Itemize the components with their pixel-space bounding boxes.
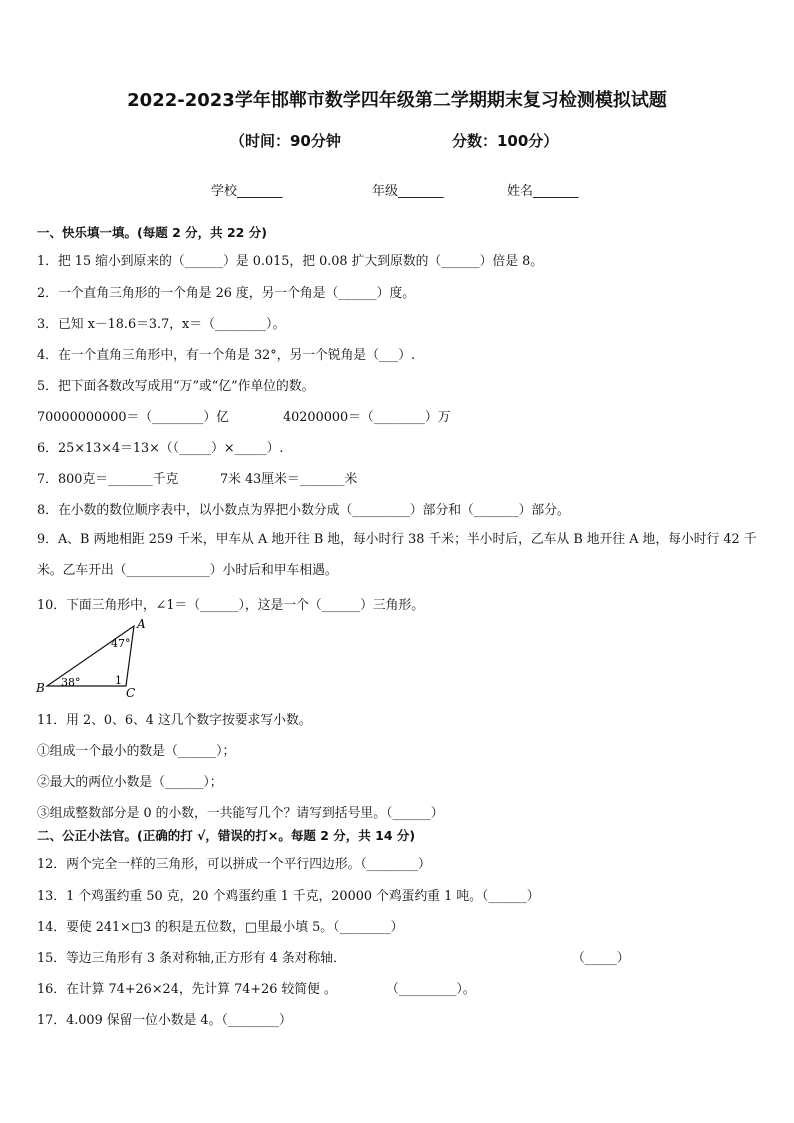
question-7a: 7．800克＝_______千克 — [37, 472, 179, 487]
angle-a-label: 47° — [111, 637, 131, 650]
exam-time: （时间：90分钟 — [230, 132, 341, 150]
school-field: 学校_______ — [211, 184, 283, 199]
question-16-answer: （_________）。 — [386, 982, 476, 997]
question-5a: 70000000000＝（________）亿 — [37, 410, 229, 425]
question-16: 16．在计算 74+26×24，先计算 74+26 较简便 。 — [37, 982, 337, 997]
question-9: 9．A、B 两地相距 259 千米，甲车从 A 地开往 B 地，每小时行 38 千米；半小时后，乙车从 B 地开往 A 地，每小时行 42 千米。乙车开出（_____________）小时后和甲车相遇。 — [37, 532, 757, 578]
question-13: 13．1 个鸡蛋约重 50 克，20 个鸡蛋约重 1 千克，20000 个鸡蛋约重 1 吨。（______） — [37, 889, 540, 904]
question-15: 15．等边三角形有 3 条对称轴,正方形有 4 条对称轴． — [37, 951, 346, 966]
angle-1-label: 1 — [115, 674, 122, 687]
question-11c: ③组成整数部分是 0 的小数，一共能写几个？请写到括号里。（______） — [37, 806, 444, 821]
page-title: 2022-2023学年邯郸市数学四年级第二学期期末复习检测模拟试题 — [127, 90, 667, 111]
section-1-heading: 一、快乐填一填。(每题 2 分，共 22 分) — [37, 225, 267, 240]
question-4: 4．在一个直角三角形中，有一个角是 32°，另一个锐角是（___）. — [37, 348, 416, 363]
question-10: 10．下面三角形中，∠1＝（______），这是一个（______）三角形。 — [37, 598, 425, 613]
vertex-c-label: C — [126, 686, 136, 700]
question-17: 17．4.009 保留一位小数是 4。（________） — [37, 1013, 292, 1028]
question-6: 6．25×13×4＝13×（（_____）×_____）. — [37, 441, 284, 456]
question-15-answer: （_____） — [572, 951, 630, 966]
grade-field: 年级_______ — [372, 184, 444, 199]
vertex-b-label: B — [36, 681, 45, 695]
question-1: 1．把 15 缩小到原来的（______）是 0.015，把 0.08 扩大到原数的（______）倍是 8。 — [37, 254, 544, 269]
question-11b: ②最大的两位小数是（______）； — [37, 775, 223, 790]
triangle-figure — [30, 614, 150, 700]
question-3: 3．已知 x－18.6＝3.7，x＝（________）。 — [37, 317, 286, 332]
question-8: 8．在小数的数位顺序表中，以小数点为界把小数分成（_________）部分和（_______）部分。 — [37, 503, 570, 518]
exam-score: 分数：100分） — [452, 132, 559, 150]
section-2-heading: 二、公正小法官。(正确的打 √，错误的打×。每题 2 分，共 14 分) — [37, 828, 416, 843]
question-7b: 7米 43厘米＝_______米 — [220, 472, 358, 487]
question-5: 5．把下面各数改写成用“万”或“亿”作单位的数。 — [37, 379, 315, 394]
question-11: 11．用 2、0、6、4 这几个数字按要求写小数。 — [37, 713, 312, 728]
name-field: 姓名_______ — [507, 184, 579, 199]
question-11a: ①组成一个最小的数是（______）； — [37, 744, 236, 759]
vertex-a-label: A — [137, 617, 146, 631]
angle-b-label: 38° — [61, 676, 81, 689]
question-2: 2．一个直角三角形的一个角是 26 度，另一个角是（______）度。 — [37, 286, 416, 301]
question-12: 12．两个完全一样的三角形，可以拼成一个平行四边形。（________） — [37, 857, 431, 872]
question-5b: 40200000＝（________）万 — [283, 410, 451, 425]
question-14: 14．要使 241×□3 的积是五位数，□里最小填 5。（________） — [37, 920, 404, 935]
